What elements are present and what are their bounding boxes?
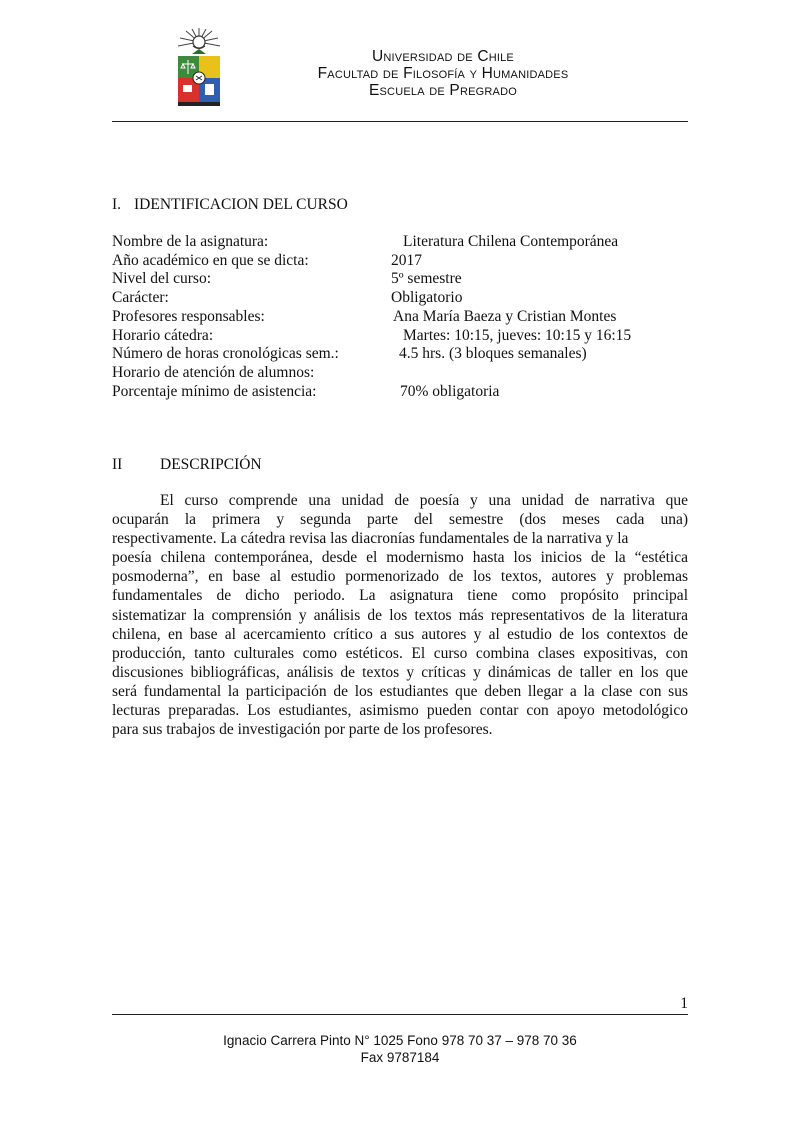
paragraph-line: ocuparán la primera y segunda parte del semestre (dos meses cada una) (112, 511, 688, 529)
paragraph-line: producción, tanto culturales como estéticos. El curso combina clases expositivas, con (112, 644, 688, 662)
info-row-academic-year (112, 252, 688, 271)
paragraph-line: discusiones bibliográficas, análisis de textos y críticas y dinámicas de taller en los que (112, 663, 688, 681)
info-label: Año académico en que se dicta: (112, 251, 309, 269)
info-row-course-name (112, 233, 688, 252)
info-label: Nombre de la asignatura: (112, 233, 269, 250)
faculty-name: Facultad de Filosofía y Humanidades (317, 65, 569, 82)
section-2-number: II (112, 456, 123, 473)
paragraph-line: será fundamental la participación de los estudiantes que deben llegar a la clase con sus (112, 682, 688, 700)
paragraph-line: El curso comprende una unidad de poesía y una unidad de narrativa que (160, 492, 688, 509)
info-label: Horario de atención de alumnos: (112, 363, 315, 381)
info-row-character (112, 289, 688, 308)
section-1-title: IDENTIFICACION DEL CURSO (134, 196, 348, 213)
info-row-course-level (112, 270, 688, 289)
info-value: 70% obligatoria (400, 382, 500, 400)
info-value: Obligatorio (391, 289, 463, 307)
paragraph-line: fundamentales de dicho periodo. La asignatura tiene como propósito principal (112, 587, 688, 605)
info-value: 4.5 hrs. (3 bloques semanales) (399, 345, 587, 363)
info-label: Nivel del curso: (112, 270, 212, 288)
info-label: Porcentaje mínimo de asistencia: (112, 382, 317, 400)
info-row-attendance (112, 383, 688, 402)
paragraph-line: lecturas preparadas. Los estudiantes, asimismo pueden contar con apoyo metodológico (112, 702, 688, 720)
info-row-schedule (112, 327, 688, 346)
info-label: Carácter: (112, 289, 169, 307)
university-name: Universidad de Chile (372, 48, 514, 65)
paragraph-line: respectivamente. La cátedra revisa las diacronías fundamentales de la narrativa y la (112, 530, 629, 548)
section-2-title: DESCRIPCIÓN (160, 456, 262, 473)
footer-divider (112, 1014, 688, 1015)
paragraph-line: sistematizar la comprensión y análisis de los textos más representativos de la literatura (112, 606, 688, 624)
info-row-professors (112, 308, 688, 327)
footer-fax: Fax 9787184 (360, 1050, 440, 1065)
paragraph-line: posmoderna”, en base al estudio pormenorizado de los textos, autores y problemas (112, 568, 688, 586)
paragraph-line: poesía chilena contemporánea, desde el modernismo hasta los inicios de la “estética (112, 549, 688, 567)
info-value: 2017 (391, 251, 422, 269)
info-label: Profesores responsables: (112, 307, 265, 325)
paragraph-line: chilena, en base al acercamiento crítico a sus autores y al estudio de los contextos de (112, 625, 688, 643)
info-label: Número de horas cronológicas sem.: (112, 345, 339, 363)
page-number: 1 (680, 995, 688, 1012)
letterhead (112, 28, 688, 120)
description-paragraph (112, 491, 688, 739)
info-row-weekly-hours (112, 345, 688, 364)
info-value: Literatura Chilena Contemporánea (403, 233, 619, 250)
info-row-office-hours (112, 364, 688, 383)
info-value: 5º semestre (391, 270, 462, 288)
info-label: Horario cátedra: (112, 326, 214, 344)
header-divider (112, 121, 688, 122)
school-name: Escuela de Pregrado (368, 82, 517, 99)
section-1-number: I. (112, 196, 122, 213)
footer-address: Ignacio Carrera Pinto N° 1025 Fono 978 70 37 – 978 70 36 (223, 1033, 577, 1048)
info-value: Martes: 10:15, jueves: 10:15 y 16:15 (403, 326, 632, 344)
info-value: Ana María Baeza y Cristian Montes (393, 307, 617, 325)
paragraph-line: para sus trabajos de investigación por parte de los profesores. (112, 721, 493, 739)
